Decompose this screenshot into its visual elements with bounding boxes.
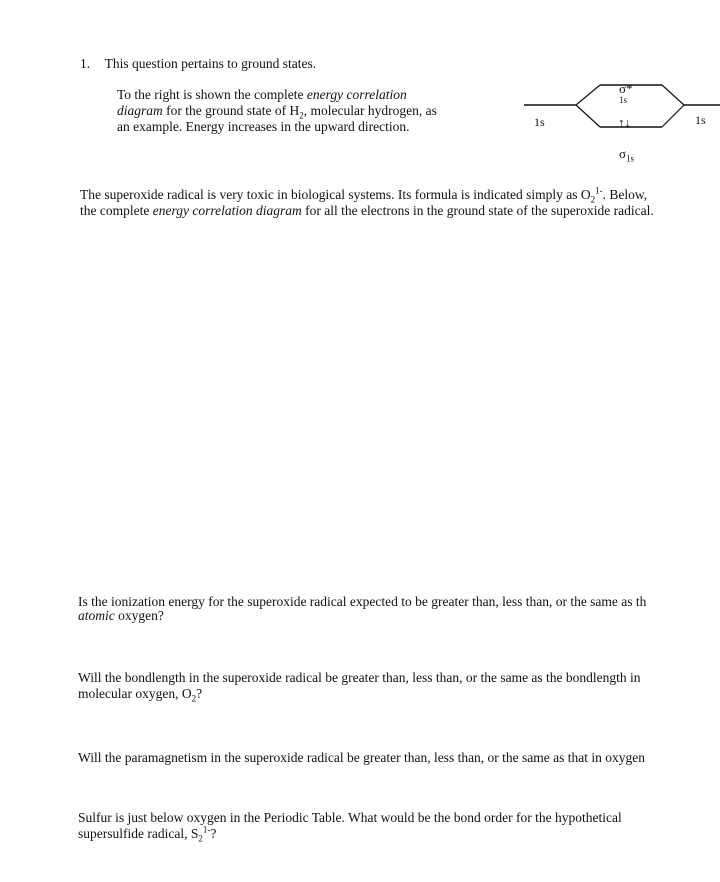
left-1s-label: 1s: [534, 115, 545, 129]
question-paramagnetism: Will the paramagnetism in the superoxide radical be greater than, less than, or the same as that in oxygen: [78, 750, 646, 765]
example-paragraph: To the right is shown the complete energy correlation diagram for the ground state of $H_2$, molecular hydrogen, as an example. Energy increases in the upward direction.: [117, 87, 437, 134]
question-bondlength-line1: Will the bondlength in the superoxide radical be greater than, less than, or the same as the bondlength in: [78, 670, 641, 685]
antibonding-label: σ* 1s: [619, 81, 633, 105]
bonding-electrons: ↑↓: [618, 115, 631, 130]
question-sulfur-line1: Sulfur is just below oxygen in the Periodic Table. What would be the bond order for the hypothetical: [78, 810, 622, 825]
bonding-label: $\sigma_{1s}$: [619, 146, 635, 164]
correlation-line: [576, 85, 600, 105]
superoxide-paragraph-line1: The superoxide radical is very toxic in biological systems. Its formula is indicated simply as $O_2^{1-}$. Below,: [80, 185, 648, 205]
correlation-line: [662, 85, 684, 105]
question-ionization-line2: atomic oxygen?: [78, 608, 164, 623]
question-header: [80, 56, 316, 72]
superoxide-paragraph-line2: the complete energy correlation diagram for all the electrons in the ground state of the superoxide radical.: [80, 203, 654, 218]
question-number: 1.: [80, 56, 91, 71]
question-sulfur-line2: supersulfide radical, $S_2^{1-}$?: [78, 824, 217, 844]
correlation-line: [576, 105, 600, 127]
correlation-line: [662, 105, 684, 127]
right-1s-label: 1s: [695, 113, 706, 127]
h2-energy-diagram: [520, 82, 720, 168]
question-intro: This question pertains to ground states.: [104, 56, 317, 71]
term-energy-correlation-diagram: energy correlation diagram: [117, 87, 407, 118]
question-bondlength-line2: molecular oxygen, $O_2$?: [78, 686, 203, 704]
question-ionization-line1: Is the ionization energy for the superoxide radical expected to be greater than, less than, or the same as th: [78, 594, 647, 609]
